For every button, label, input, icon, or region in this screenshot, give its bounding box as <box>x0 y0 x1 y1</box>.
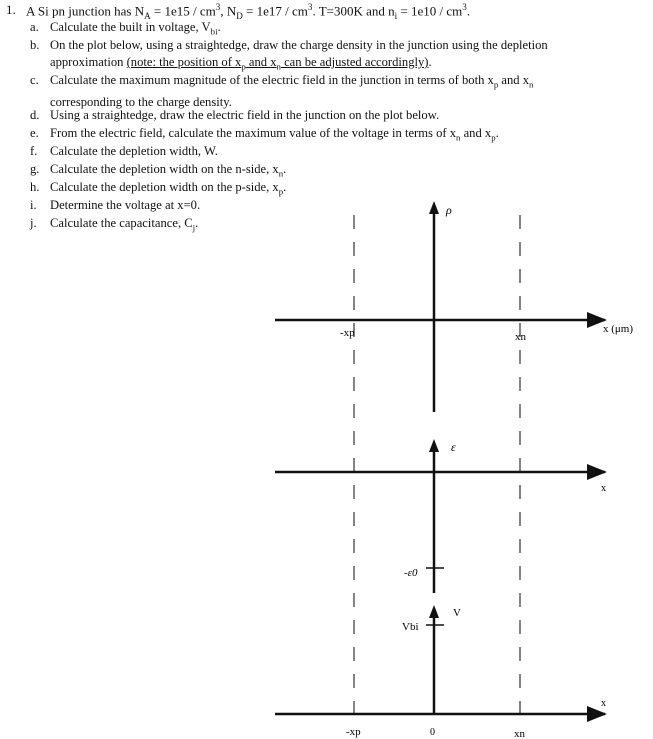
neg-xp-label-bot: -xp <box>346 726 361 738</box>
rho-label: ρ <box>446 203 452 217</box>
xn-label-bot: xn <box>514 728 525 739</box>
problem-number: 1. <box>6 2 16 17</box>
problem-intro: A Si pn junction has $N_A = 1e15 / cm^3$, $N_D = 1e17 / cm^3$. T=300K and $n_i = 1e10 / cm^3$. <box>26 2 471 21</box>
field-label: ε <box>451 440 456 454</box>
vbi-label: Vbi <box>402 621 419 633</box>
xn-label-top: xn <box>515 331 526 343</box>
v-label: V <box>453 607 461 619</box>
neg-xp-label-top: -xp <box>340 327 355 339</box>
zero-label: 0 <box>430 727 435 738</box>
field-axis-arrow-icon <box>429 439 439 452</box>
x-axis-mid-label: x <box>601 483 606 494</box>
x-axis-top-label: x (μm) <box>603 323 634 335</box>
voltage-axis-arrow-icon <box>429 605 439 618</box>
x-axis-bot-label: x <box>601 698 606 709</box>
neg-e0-label: -ε0 <box>404 567 418 579</box>
rho-axis-arrow-icon <box>429 201 439 214</box>
